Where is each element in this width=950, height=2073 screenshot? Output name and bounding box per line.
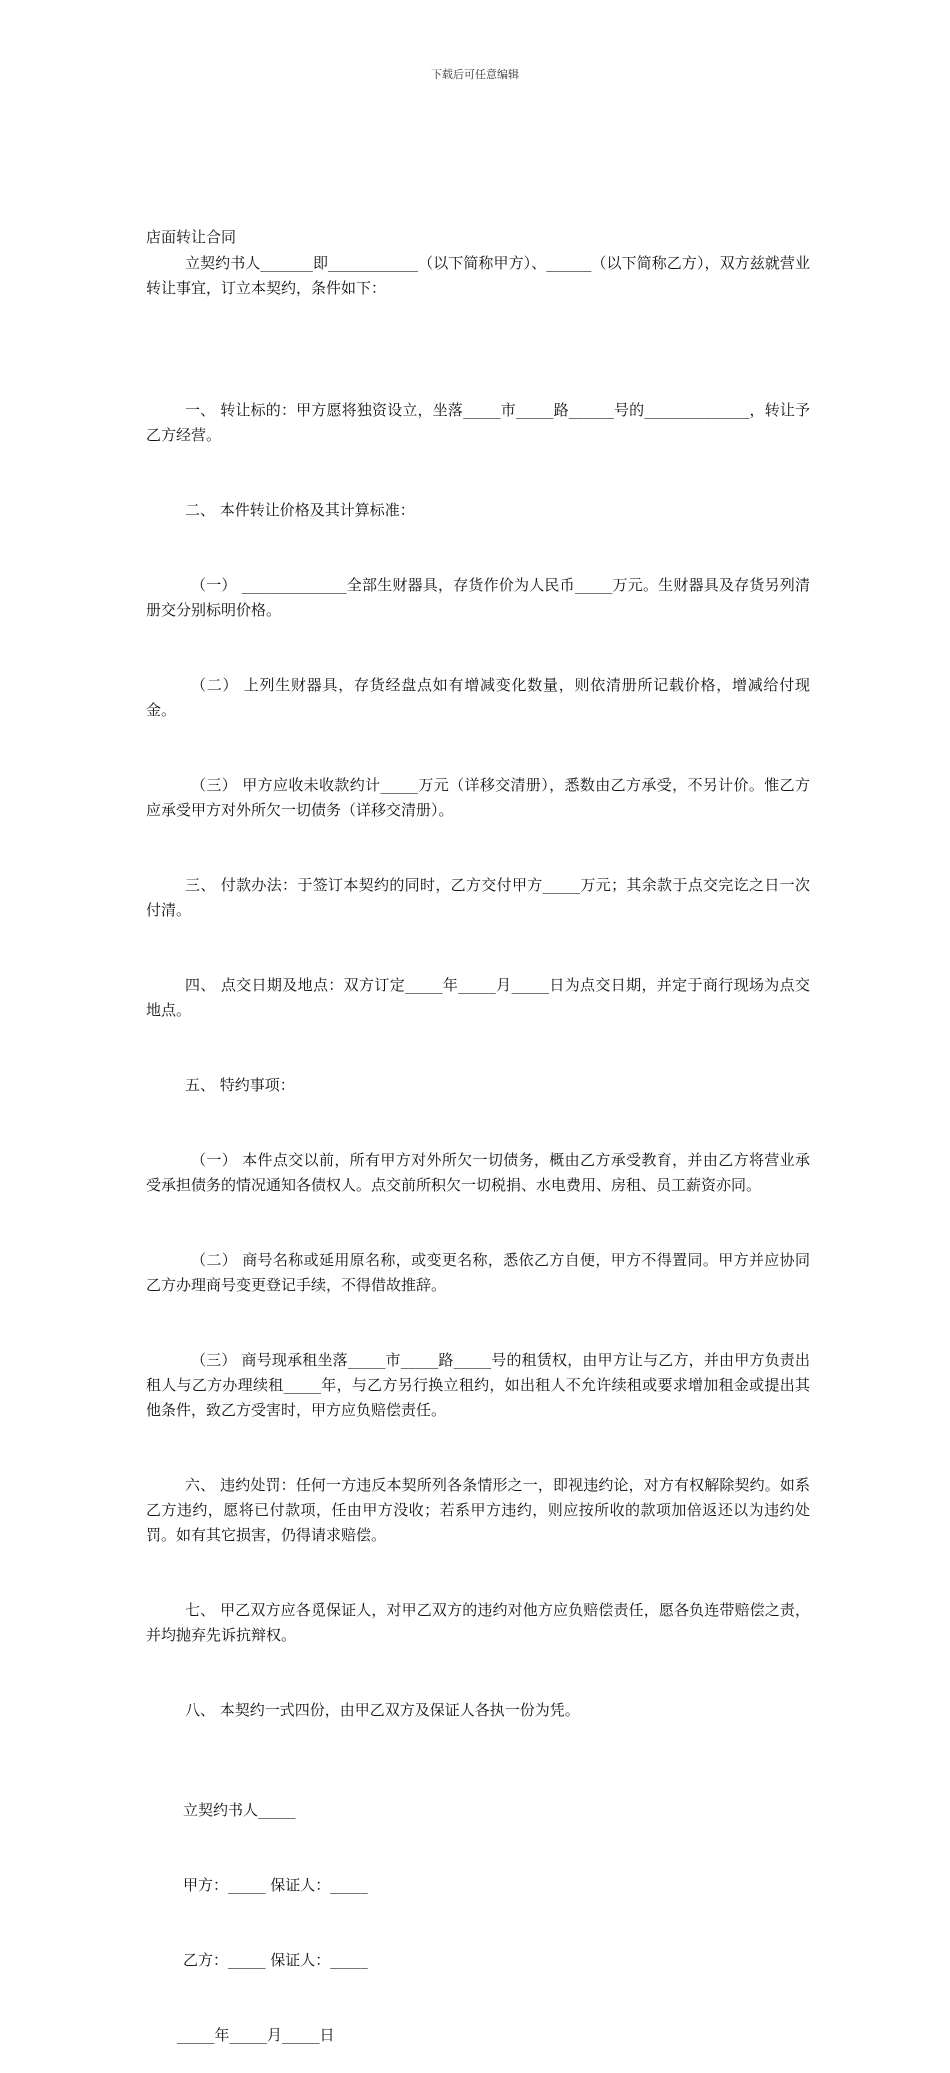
- signature-party-a: 甲方：_____ 保证人：_____: [183, 1876, 368, 1894]
- section-2-item-1: （一） ______________全部生财器具，存货作价为人民币_____万元。生财器具及存货另列清册交分别标明价格。: [146, 576, 810, 619]
- section-7-guarantors: 七、 甲乙双方应各觅保证人，对甲乙双方的违约对他方应负赔偿责任，愿各负连带赔偿之责，并均抛弃先诉抗辩权。: [146, 1601, 810, 1644]
- section-2-item-2: （二） 上列生财器具，存货经盘点如有增减变化数量，则依清册所记载价格，增减给付现金。: [146, 676, 810, 719]
- section-6-breach-penalty: 六、 违约处罚：任何一方违反本契所列各条情形之一，即视违约论，对方有权解除契约。如系乙方违约，愿将已付款项，任由甲方没收；若系甲方违约，则应按所收的款项加倍返还以为违约处罚。如有其它损害，仍得请求赔偿。: [146, 1476, 810, 1544]
- signature-party-b: 乙方：_____ 保证人：_____: [183, 1951, 368, 1969]
- section-4-handover: 四、 点交日期及地点：双方订定_____年_____月_____日为点交日期，并定于商行现场为点交地点。: [146, 976, 810, 1019]
- contract-body: [146, 348, 810, 2073]
- section-5-item-1: （一） 本件点交以前，所有甲方对外所欠一切债务，概由乙方承受教育，并由乙方将营业承受承担债务的情况通知各债权人。点交前所积欠一切税捐、水电费用、房租、员工薪资亦同。: [146, 1151, 810, 1194]
- intro-paragraph: 立契约书人_______即____________（以下简称甲方）、______（以下简称乙方），双方兹就营业转让事宜，订立本契约，条件如下：: [146, 254, 810, 297]
- section-3-payment: 三、 付款办法：于签订本契约的同时，乙方交付甲方_____万元；其余款于点交完讫之日一次付清。: [146, 876, 810, 919]
- section-5-special-terms-heading: 五、 特约事项：: [185, 1076, 295, 1094]
- section-2-price-heading: 二、 本件转让价格及其计算标准：: [185, 501, 415, 519]
- signature-date: _____年_____月_____日: [177, 2026, 335, 2044]
- section-5-item-3: （三） 商号现承租坐落_____市_____路_____号的租赁权，由甲方让与乙方，并由甲方负责出租人与乙方办理续租_____年，与乙方另行换立租约，如出租人不允许续租或要求增加租金或提出其他条件，致乙方受害时，甲方应负赔偿责任。: [146, 1351, 810, 1419]
- section-1-transfer-subject: 一、 转让标的：甲方愿将独资设立，坐落_____市_____路______号的______________，转让予乙方经营。: [146, 401, 810, 444]
- document-title: 店面转让合同: [146, 228, 237, 246]
- section-5-item-2: （二） 商号名称或延用原名称，或变更名称，悉依乙方自便，甲方不得置同。甲方并应协同乙方办理商号变更登记手续，不得借故推辞。: [146, 1251, 810, 1294]
- header-note: 下载后可任意编辑: [431, 68, 519, 81]
- signature-signer: 立契约书人_____: [183, 1801, 296, 1819]
- section-2-item-3: （三） 甲方应收未收款约计_____万元（详移交清册），悉数由乙方承受，不另计价。惟乙方应承受甲方对外所欠一切债务（详移交清册）。: [146, 776, 810, 819]
- section-8-copies: 八、 本契约一式四份，由甲乙双方及保证人各执一份为凭。: [185, 1701, 580, 1719]
